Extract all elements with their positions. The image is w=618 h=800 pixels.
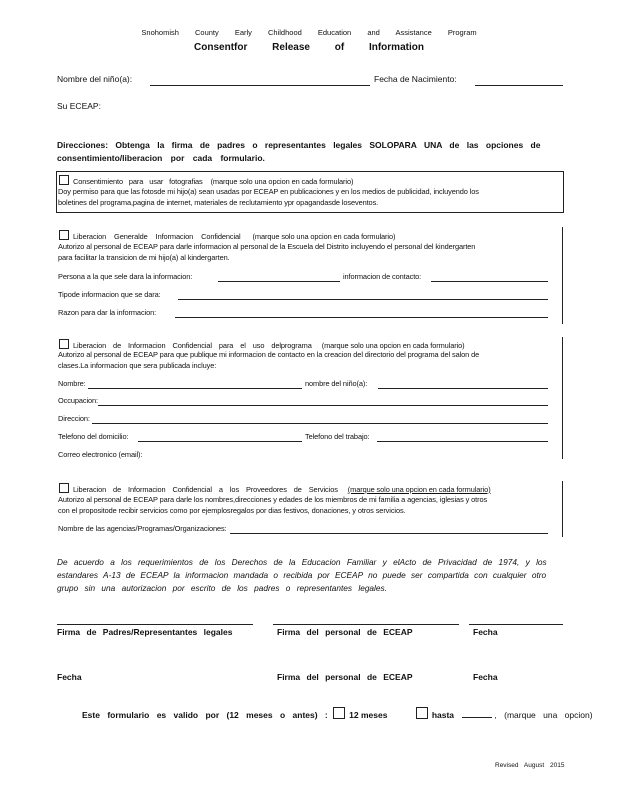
legal-text-1: De acuerdo a los requerimientos de los Derechos de la Educacion Familiar y elActo de Privacidad de 1974, y los: [57, 557, 547, 567]
staff-signature-label-2: Firma del personal de ECEAP: [277, 672, 413, 682]
general-release-text-2: para facilitar la transicion de mi hijo(a) al kindergarten.: [58, 253, 230, 262]
info-type-label: Tipode informacion que se dara:: [58, 290, 161, 299]
date-line-1[interactable]: [469, 624, 563, 625]
birth-date-label: Fecha de Nacimiento:: [374, 74, 457, 84]
name-field[interactable]: [88, 388, 302, 389]
services-title: Liberacion de Informacion Confidencial a los Proveedores de Servicios: [73, 485, 338, 494]
directions-line-1: Direcciones: Obtenga la firma de padres o representantes legales SOLOPARA UNA de las opciones de: [57, 140, 541, 150]
services-checkbox[interactable]: [59, 483, 69, 493]
services-header: [59, 483, 491, 494]
general-release-header: [59, 230, 395, 241]
info-type-field[interactable]: [178, 299, 548, 300]
photo-consent-header: [59, 175, 353, 186]
program-use-checkbox[interactable]: [59, 339, 69, 349]
general-release-checkbox[interactable]: [59, 230, 69, 240]
photo-consent-text-2: boletines del programa,pagina de internet, materiales de reclutamiento ypr opagandasde loseventos.: [58, 198, 379, 207]
child-name-label: Nombre del niño(a):: [57, 74, 133, 84]
agencies-label: Nombre de las agencias/Programas/Organizaciones:: [58, 524, 227, 533]
program-use-text-2: clases.La informacion que sera publicada incluye:: [58, 361, 217, 370]
date-label-1: Fecha: [473, 627, 498, 637]
occupation-label: Occupacion:: [58, 396, 98, 405]
general-release-title: Liberacion Generalde Informacion Confidencial: [73, 232, 241, 241]
date-label-2: Fecha: [473, 672, 498, 682]
twelve-months-checkbox[interactable]: [333, 707, 345, 719]
services-text-2: con el propositode recibir servicios como por ejemplosregalos por dias festivos, donaciones, y otros servicios.: [58, 506, 406, 515]
validity-prefix: Este formulario es valido por (12 meses o antes) :: [82, 710, 328, 720]
contact-info-field[interactable]: [431, 281, 548, 282]
legal-text-3: grupo sin una autorizacion por escrito de los padres o representantes legales.: [57, 583, 387, 593]
child-name-field-2[interactable]: [378, 388, 548, 389]
program-use-note: (marque solo una opcion en cada formulario): [321, 341, 465, 350]
parent-signature-label: Firma de Padres/Representantes legales: [57, 627, 233, 637]
form-title: Consentfor Release of Information: [194, 42, 424, 53]
program-use-header: [59, 339, 465, 350]
program-name: Snohomish County Early Childhood Education and Assistance Program: [141, 28, 477, 37]
parent-signature-line[interactable]: [57, 624, 253, 625]
recipient-person-label: Persona a la que sele dara la informacion:: [58, 272, 193, 281]
contact-info-label: informacion de contacto:: [343, 272, 422, 281]
twelve-months-label: 12 meses: [349, 710, 388, 720]
staff-signature-label-1: Firma del personal de ECEAP: [277, 627, 413, 637]
reason-label: Razon para dar la informacion:: [58, 308, 157, 317]
legal-text-2: estandares A-13 de ECEAP la informacion mandada o recibida por ECEAP no puede ser compartida con cualquier otro: [57, 570, 547, 580]
until-date-field[interactable]: [462, 717, 492, 718]
services-note: (marque solo una opcion en cada formulario): [347, 485, 491, 494]
address-field[interactable]: [92, 423, 548, 424]
revised-date: Revised August 2015: [495, 762, 565, 769]
recipient-person-field[interactable]: [218, 281, 340, 282]
child-name-label-2: nombre del niño(a):: [305, 379, 368, 388]
eceap-label: Su ECEAP:: [57, 101, 101, 111]
validity-suffix: , (marque una opcion): [494, 710, 593, 720]
child-name-field[interactable]: [150, 85, 370, 86]
photo-consent-note: (marque solo una opcion en cada formulario): [210, 177, 354, 186]
services-text-1: Autorizo al personal de ECEAP para darle los nombres,direcciones y edades de los miembros de mi familia a agencias, iglesias y otros: [58, 495, 488, 504]
date-label-left: Fecha: [57, 672, 82, 682]
until-label: hasta: [431, 710, 455, 720]
home-phone-label: Telefono del domicilio:: [58, 432, 129, 441]
work-phone-label: Telefono del trabajo:: [305, 432, 370, 441]
directions-line-2: consentimiento/liberacion por cada formulario.: [57, 153, 265, 163]
work-phone-field[interactable]: [377, 441, 548, 442]
email-label: Correo electronico (email):: [58, 450, 143, 459]
general-release-note: (marque solo una opcion en cada formulario): [252, 232, 396, 241]
occupation-field[interactable]: [98, 405, 548, 406]
until-checkbox[interactable]: [416, 707, 428, 719]
address-label: Direccion:: [58, 414, 90, 423]
name-label: Nombre:: [58, 379, 86, 388]
agencies-field[interactable]: [230, 533, 548, 534]
home-phone-field[interactable]: [138, 441, 302, 442]
validity-row: [82, 707, 593, 720]
photo-consent-title: Consentimiento para usar fotografias: [73, 177, 203, 186]
program-use-text-1: Autorizo al personal de ECEAP para que publique mi informacion de contacto en la creacion del directorio del programa del salon de: [58, 350, 480, 359]
general-release-text-1: Autorizo al personal de ECEAP para darle informacion al personal de la Escuela del Distrito incluyendo el personal del kindergarten: [58, 242, 476, 251]
photo-consent-checkbox[interactable]: [59, 175, 69, 185]
birth-date-field[interactable]: [475, 85, 563, 86]
photo-consent-text-1: Doy permiso para que las fotosde mi hijo(a) sean usadas por ECEAP en publicaciones y en los medios de publicidad, incluyendo los: [58, 187, 479, 196]
reason-field[interactable]: [175, 317, 548, 318]
staff-signature-line-1[interactable]: [273, 624, 459, 625]
program-use-title: Liberacion de Informacion Confidencial para el uso delprograma: [73, 341, 312, 350]
